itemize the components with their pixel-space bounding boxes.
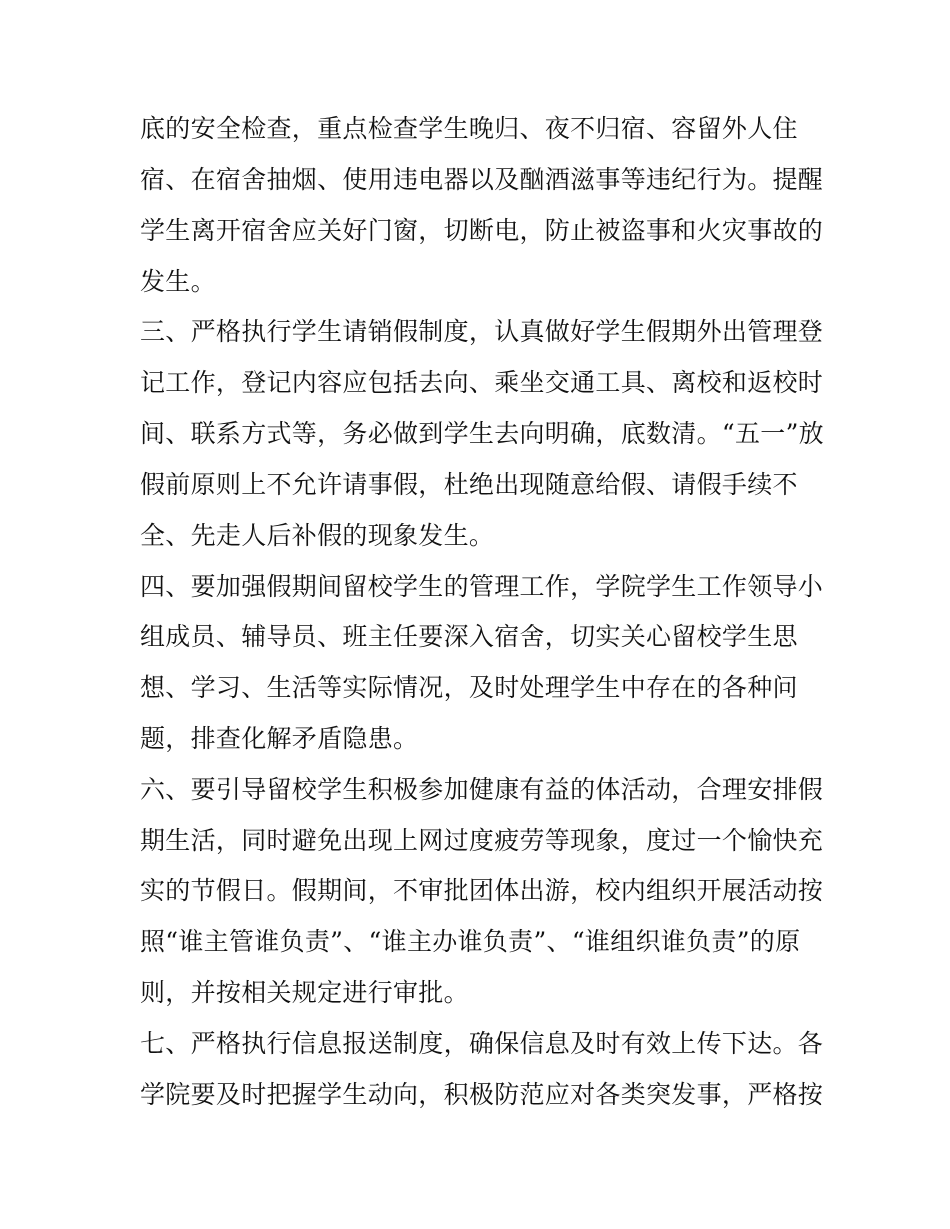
text-line: 底的安全检查，重点检查学生晚归、夜不归宿、容留外人住 — [140, 114, 798, 143]
text-line: 四、要加强假期间留校学生的管理工作，学院学生工作领导小 — [140, 572, 824, 601]
text-line: 题，排查化解矛盾隐患。 — [140, 724, 419, 753]
text-line: 学院要及时把握学生动向，积极防范应对各类突发事，严格按 — [140, 1080, 824, 1109]
text-line: 假前原则上不允许请事假，杜绝出现随意给假、请假手续不 — [140, 470, 798, 499]
text-line: 想、学习、生活等实际情况，及时处理学生中存在的各种问 — [140, 673, 798, 702]
text-line: 三、严格执行学生请销假制度，认真做好学生假期外出管理登 — [140, 317, 824, 346]
text-line: 全、先走人后补假的现象发生。 — [140, 521, 495, 550]
text-line: 六、要引导留校学生积极参加健康有益的体活动，合理安排假 — [140, 775, 824, 804]
text-line: 期生活，同时避免出现上网过度疲劳等现象，度过一个愉快充 — [140, 826, 824, 855]
text-line: 组成员、辅导员、班主任要深入宿舍，切实关心留校学生思 — [140, 622, 798, 651]
text-line: 实的节假日。假期间，不审批团体出游，校内组织开展活动按 — [140, 876, 824, 905]
text-line: 则，并按相关规定进行审批。 — [140, 978, 469, 1007]
text-line: 发生。 — [140, 267, 216, 296]
text-line: 间、联系方式等，务必做到学生去向明确，底数清。“五一”放 — [140, 419, 824, 448]
text-line: 照“谁主管谁负责”、“谁主办谁负责”、“谁组织谁负责”的原 — [140, 927, 801, 956]
text-line: 学生离开宿舍应关好门窗，切断电，防止被盗事和火灾事故的 — [140, 216, 824, 245]
text-line: 记工作，登记内容应包括去向、乘坐交通工具、离校和返校时 — [140, 368, 824, 397]
text-line: 七、严格执行信息报送制度，确保信息及时有效上传下达。各 — [140, 1029, 824, 1058]
text-line: 宿、在宿舍抽烟、使用违电器以及酗酒滋事等违纪行为。提醒 — [140, 165, 824, 194]
